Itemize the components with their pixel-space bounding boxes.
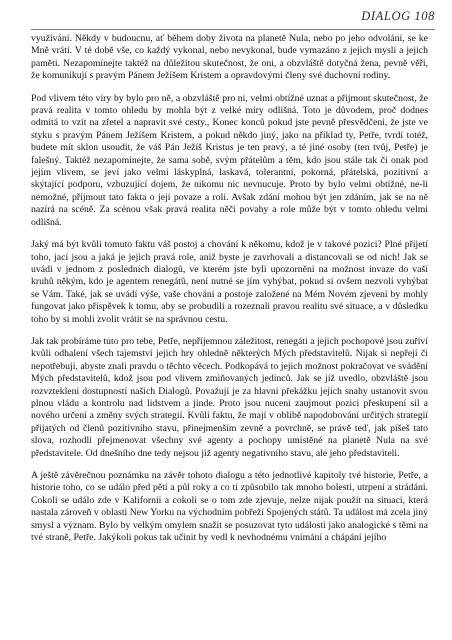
page-header [31, 7, 435, 30]
paragraph: A ještě závěrečnou poznámku na závěr tohoto dialogu a této jednotlivé kapitoly tvé historie, Petře, a historie toho, co se událo před pěti a půl roky a co ti způsobilo tak mnoho bolesti, utrpení a strádání. Cokoli se událo zde v Kalifornii a cokoli se o tom zde zjevuje, nelze nijak použít na situaci, která nastala zároveň v oblasti New Yorku na východním pobřeží Spojených států. Ta událost má zcela jiný smysl a význam. Bylo by velkým omylem snažit se posuzovat tyto události jako analogické s těmi na tvé straně, Petře. Jakýkoli pokus tak učinit by vedl k nevhodnému vnímání a chápání jejího [31, 470, 428, 544]
paragraph: Jak tak probíráme tuto pro tebe, Petře, nepříjemnou záležitost, renegáti a jejich pochopové jsou zuřiví kvůli odhalení všech tajemství jejich hry ohledně některých Mých představitelů. Nijak si nepřejí či nepotřebují, abyste znali pravdu o těchto věcech. Podkopává to jejich možnost pokračovat ve svádění Mých představitelů, kdož jsou pod vlivem zmiňovaných jedinců. Jak se již uvedlo, obzvláště jsou rozvztekleni dostupností našich Dialogů. Považují je za hlavní překážku jejich snahy ustanovit svou plnou vládu a kontrolu nad lidstvem a jinde. Proto jsou nuceni zaujmout pozici přeskupení sil a nového určení a změny svých strategií. Kvůli faktu, že mají v oblibě napodobování určitých strategií přijatých od členů pozitivního stavu, přinejmenším zevně a povrchně, se právě teď, jak píšeš tato slova, rozhodli přejmenovat všechny své agenty a pochopy umístěné na planetě Nula na své představitele. Od dnešního dne tedy nejsou již agenty negativního stavu, ale jeho představiteli. [31, 335, 428, 459]
paragraph: Jaký má být kvůli tomuto faktu váš postoj a chování k někomu, kdož je v takové pozici? Plné přijetí toho, jací jsou a jaká je jejich pravá role, aniž byste je zavrhovali a distancovali se od nich! Jak se uvádí v jednom z posledních dialogů, ve kterém jste byli upozorněni na možnost invaze do vaší kruhů někým, kdo je agentem renegátů, není nutné se jím vyhýbat, pokud si ovšem nezvolí vyhýbat se Vám. Také, jak se uvádí výše, vaše chování a postoje založené na Mém Novém zjevení by mohly fungovat jako příspěvek k tomu, aby se probudili a rozeznali pravou realitu své situace, a v důsledku toho by si mohli zvolit vrátit se na správnou cestu. [31, 239, 428, 325]
header-title: DIALOG 108 [361, 9, 435, 23]
document-body [31, 33, 428, 554]
paragraph: Pod vlivem této víry by bylo pro ně, a obzvláště pro ni, velmi obtížné uznat a přijmout skutečnost, že pravá realita v tomto ohledu by mohla být z velké míry odlišná. Toto je důvodem, proč dodnes odmítá to vzít na zřetel a napravit své cesty., Konec konců pokud jste pevně přesvědčeni, že jste ve styku s pravým Pánem Ježíšem Kristem, a pokud někdo jiný, jako na příklad ty, Petře, tvrdí totéž, budete mít sklon usoudit, že váš Pán Ježíš Kristus je ten pravý, a té jiné osoby (ten tvůj, Petře) je falešný. Taktéž nezapomínejte, že sama sobě, svým přátelům a těm, kdo jsou stále tak či onak pod jejím vlivem, se jeví jako velmi láskyplná, laskavá, tolerantní, pokorná, přátelská, pozitivní a skýtající podporu, vzbuzující dojem, že nikomu nic nevnucuje. Proto by bylo velmi obtížné, ne-li nemožné, přijmout tato fakta o její povaze a roli. Avšak zdání mohou být jen zdáním, jak se na ně nazírá na scéně. Za scénou však pravá realita něčí povahy a role může být v tomto ohledu velmi odlišná. [31, 92, 428, 228]
paragraph: využívání. Někdy v budoucnu, ať během doby života na planetě Nula, nebo po jeho odvolání, se ke Mně vrátí. V té době vše, co každý vykonal, nebo nevykonal, bude vymazáno z jejich myslí a jejich paměti. Nezapomínejte taktéž na důležitou skutečnost, že oni, a obzvláště dotyčná žena, pevně věří, že komunikují s pravým Pánem Ježíšem Kristem a opravdovými členy své duchovní rodiny. [31, 33, 428, 82]
